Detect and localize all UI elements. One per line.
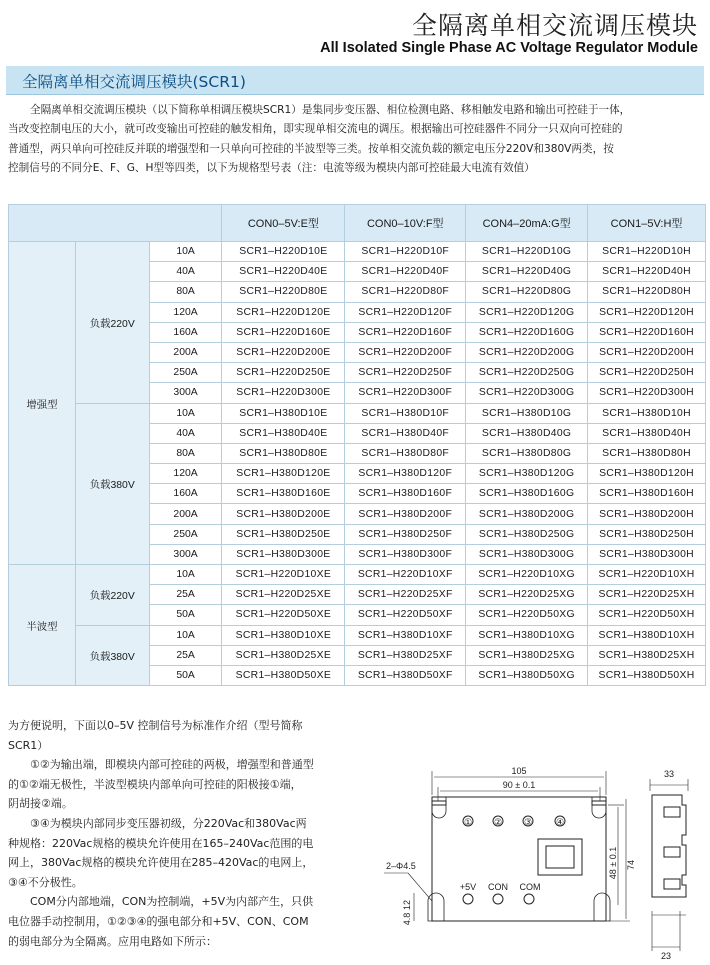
model-cell: SCR1–H380D50XH: [588, 665, 706, 685]
model-cell: SCR1–H220D40F: [345, 262, 466, 282]
description-line: ③④为模块内部同步变压器初级，分220Vac和380Vac两: [30, 816, 307, 830]
model-cell: SCR1–H220D25XG: [466, 585, 588, 605]
page-title: 全隔离单相交流调压模块: [411, 11, 698, 40]
model-cell: SCR1–H220D10XE: [222, 565, 345, 585]
table-body: [9, 242, 706, 686]
page-subtitle: All Isolated Single Phase AC Voltage Regulator Module: [320, 40, 698, 56]
current-cell: 25A: [149, 645, 222, 665]
model-cell: SCR1–H220D50XH: [588, 605, 706, 625]
control-terminal-label: CON: [488, 882, 508, 892]
dimension-drawing: [368, 765, 704, 965]
model-cell: SCR1–H220D300F: [345, 383, 466, 403]
model-cell: SCR1–H380D50XE: [222, 665, 345, 685]
terminal-label: ③: [524, 817, 533, 827]
model-cell: SCR1–H380D250G: [466, 524, 588, 544]
intro-paragraph: [8, 101, 702, 179]
model-cell: SCR1–H220D200H: [588, 342, 706, 362]
model-cell: SCR1–H380D80G: [466, 443, 588, 463]
dim-hole-spec: 2–Φ4.5: [386, 861, 416, 871]
model-cell: SCR1–H220D250E: [222, 363, 345, 383]
model-cell: SCR1–H220D80F: [345, 282, 466, 302]
model-cell: SCR1–H380D120E: [222, 464, 345, 484]
table-row: [9, 403, 706, 423]
model-cell: SCR1–H220D40G: [466, 262, 588, 282]
model-cell: SCR1–H220D160H: [588, 322, 706, 342]
section-title: 全隔离单相交流调压模块(SCR1): [22, 73, 246, 91]
model-cell: SCR1–H380D40H: [588, 423, 706, 443]
description-line: 种规格：220Vac规格的模块允许使用在165–240Vac范围的电: [8, 836, 314, 850]
description-line: ①②为输出端，即模块内部可控硅的两极，增强型和普通型: [30, 758, 314, 772]
current-cell: 50A: [149, 665, 222, 685]
model-cell: SCR1–H220D250G: [466, 363, 588, 383]
table-row: [9, 242, 706, 262]
column-header: CON0–5V:E型: [222, 205, 345, 242]
model-cell: SCR1–H380D10G: [466, 403, 588, 423]
model-cell: SCR1–H220D40H: [588, 262, 706, 282]
description-text: [8, 716, 360, 951]
dim-side-bottom: 23: [660, 951, 672, 961]
model-cell: SCR1–H380D300G: [466, 544, 588, 564]
model-cell: SCR1–H380D300H: [588, 544, 706, 564]
model-cell: SCR1–H380D200G: [466, 504, 588, 524]
control-terminal-label: COM: [519, 882, 541, 892]
model-cell: SCR1–H220D120G: [466, 302, 588, 322]
dim-hole-pitch: 90 ± 0.1: [502, 780, 536, 790]
description-line: 为方便说明，下面以0–5V 控制信号为标准作介绍（型号简称: [8, 719, 303, 732]
description-line: 的弱电部分为全隔离。应用电路如下所示：: [8, 934, 217, 948]
model-cell: SCR1–H220D120E: [222, 302, 345, 322]
current-cell: 300A: [149, 383, 222, 403]
current-cell: 10A: [149, 625, 222, 645]
model-cell: SCR1–H220D200F: [345, 342, 466, 362]
model-cell: SCR1–H220D25XH: [588, 585, 706, 605]
column-header: CON1–5V:H型: [588, 205, 706, 242]
control-terminal-label: +5V: [459, 882, 477, 892]
model-cell: SCR1–H380D250F: [345, 524, 466, 544]
dim-hole-spacing: 48 ± 0.1: [608, 846, 618, 880]
current-cell: 10A: [149, 403, 222, 423]
model-cell: SCR1–H380D10XG: [466, 625, 588, 645]
model-cell: SCR1–H380D10XF: [345, 625, 466, 645]
model-cell: SCR1–H220D120F: [345, 302, 466, 322]
model-cell: SCR1–H380D200H: [588, 504, 706, 524]
model-cell: SCR1–H380D10F: [345, 403, 466, 423]
model-cell: SCR1–H220D80G: [466, 282, 588, 302]
current-cell: 200A: [149, 504, 222, 524]
side-view: [650, 779, 688, 951]
model-cell: SCR1–H380D160H: [588, 484, 706, 504]
model-cell: SCR1–H220D10H: [588, 242, 706, 262]
dim-overall-height: 74: [626, 859, 636, 871]
current-cell: 40A: [149, 262, 222, 282]
current-cell: 50A: [149, 605, 222, 625]
current-cell: 120A: [149, 302, 222, 322]
table-row: [9, 565, 706, 585]
model-cell: SCR1–H220D160G: [466, 322, 588, 342]
type-group-cell: 半波型: [9, 565, 76, 686]
model-cell: SCR1–H220D120H: [588, 302, 706, 322]
model-cell: SCR1–H380D80F: [345, 443, 466, 463]
current-cell: 200A: [149, 342, 222, 362]
model-cell: SCR1–H380D40F: [345, 423, 466, 443]
spec-table: [8, 204, 706, 686]
current-cell: 40A: [149, 423, 222, 443]
description-line: 的①②端无极性，半波型模块内部单向可控硅的阳极接①端，: [8, 777, 302, 791]
model-cell: SCR1–H220D200G: [466, 342, 588, 362]
current-cell: 120A: [149, 464, 222, 484]
description-line: 网上，380Vac规格的模块允许使用在285–420Vac的电网上，: [8, 856, 314, 870]
type-group-cell: 增强型: [9, 242, 76, 565]
model-cell: SCR1–H220D80H: [588, 282, 706, 302]
intro-line: 普通型，两只单向可控硅反并联的增强型和一只单向可控硅的半波型等三类。按单相交流负载的额定电压分220V和380V两类，按: [8, 142, 614, 155]
model-cell: SCR1–H220D250H: [588, 363, 706, 383]
current-cell: 80A: [149, 443, 222, 463]
model-cell: SCR1–H220D25XF: [345, 585, 466, 605]
model-cell: SCR1–H380D250H: [588, 524, 706, 544]
model-cell: SCR1–H380D120F: [345, 464, 466, 484]
intro-line: 当改变控制电压的大小，就可改变输出可控硅的触发相角，即实现单相交流电的调压。根据输出可控硅器件不同分一只双向可控硅的: [8, 123, 623, 136]
current-cell: 10A: [149, 565, 222, 585]
model-cell: SCR1–H220D50XF: [345, 605, 466, 625]
intro-line: 全隔离单相交流调压模块（以下简称单相调压模块SCR1）是集同步变压器、相位检测电路、移相触发电路和输出可控硅于一体，: [30, 104, 631, 116]
model-cell: SCR1–H380D40G: [466, 423, 588, 443]
current-cell: 250A: [149, 363, 222, 383]
model-cell: SCR1–H380D120G: [466, 464, 588, 484]
model-cell: SCR1–H380D120H: [588, 464, 706, 484]
model-cell: SCR1–H380D160E: [222, 484, 345, 504]
front-view-labels: [386, 766, 636, 925]
dim-left-1: 12: [402, 899, 412, 911]
model-cell: SCR1–H380D40E: [222, 423, 345, 443]
current-cell: 25A: [149, 585, 222, 605]
model-cell: SCR1–H220D10XF: [345, 565, 466, 585]
model-cell: SCR1–H380D80H: [588, 443, 706, 463]
model-cell: SCR1–H380D25XG: [466, 645, 588, 665]
model-cell: SCR1–H220D10E: [222, 242, 345, 262]
model-cell: SCR1–H220D10XH: [588, 565, 706, 585]
model-cell: SCR1–H380D10XE: [222, 625, 345, 645]
model-cell: SCR1–H380D25XF: [345, 645, 466, 665]
section-header: [6, 66, 704, 95]
current-cell: 80A: [149, 282, 222, 302]
model-cell: SCR1–H380D160G: [466, 484, 588, 504]
model-cell: SCR1–H380D250E: [222, 524, 345, 544]
terminal-label: ④: [556, 817, 565, 827]
model-cell: SCR1–H220D300E: [222, 383, 345, 403]
model-cell: SCR1–H380D50XG: [466, 665, 588, 685]
description-line: SCR1）: [8, 738, 49, 752]
model-cell: SCR1–H220D50XE: [222, 605, 345, 625]
model-cell: SCR1–H220D50XG: [466, 605, 588, 625]
current-cell: 300A: [149, 544, 222, 564]
model-cell: SCR1–H380D300E: [222, 544, 345, 564]
current-cell: 10A: [149, 242, 222, 262]
model-cell: SCR1–H380D300F: [345, 544, 466, 564]
model-cell: SCR1–H220D200E: [222, 342, 345, 362]
column-header: CON4–20mA:G型: [466, 205, 588, 242]
front-view: [384, 771, 630, 921]
current-cell: 250A: [149, 524, 222, 544]
model-cell: SCR1–H380D160F: [345, 484, 466, 504]
current-cell: 160A: [149, 484, 222, 504]
intro-line: 控制信号的不同分E、F、G、H型等四类，以下为规格型号表（注：电流等级为模块内部可控硅最大电流有效值）: [8, 162, 535, 175]
load-voltage-cell: 负载380V: [75, 625, 149, 686]
table-corner: [9, 205, 222, 242]
terminal-label: ①: [464, 817, 473, 827]
model-cell: SCR1–H380D10E: [222, 403, 345, 423]
model-cell: SCR1–H380D80E: [222, 443, 345, 463]
model-cell: SCR1–H220D160E: [222, 322, 345, 342]
load-voltage-cell: 负载220V: [75, 242, 149, 404]
model-cell: SCR1–H380D200E: [222, 504, 345, 524]
description-line: 电位器手动控制用，①②③④的强电部分和+5V、CON、COM: [8, 914, 309, 928]
model-cell: SCR1–H220D10XG: [466, 565, 588, 585]
model-cell: SCR1–H220D10G: [466, 242, 588, 262]
dim-left-2: 4.8: [402, 912, 412, 926]
model-cell: SCR1–H380D25XE: [222, 645, 345, 665]
model-cell: SCR1–H380D10H: [588, 403, 706, 423]
model-cell: SCR1–H220D40E: [222, 262, 345, 282]
column-header: CON0–10V:F型: [345, 205, 466, 242]
description-line: COM分内部地端，CON为控制端，+5V为内部产生，只供: [30, 895, 314, 909]
description-line: 阴胡接②端。: [8, 797, 73, 811]
table-row: [9, 625, 706, 645]
load-voltage-cell: 负载380V: [75, 403, 149, 565]
dim-side-top: 33: [663, 769, 675, 779]
model-cell: SCR1–H220D80E: [222, 282, 345, 302]
model-cell: SCR1–H220D300G: [466, 383, 588, 403]
model-cell: SCR1–H220D300H: [588, 383, 706, 403]
model-cell: SCR1–H220D25XE: [222, 585, 345, 605]
terminal-label: ②: [494, 817, 503, 827]
model-cell: SCR1–H220D250F: [345, 363, 466, 383]
description-line: ③④不分极性。: [8, 875, 83, 889]
model-cell: SCR1–H220D10F: [345, 242, 466, 262]
table-header-row: [9, 205, 706, 242]
model-cell: SCR1–H380D25XH: [588, 645, 706, 665]
model-cell: SCR1–H220D160F: [345, 322, 466, 342]
current-cell: 160A: [149, 322, 222, 342]
model-cell: SCR1–H380D200F: [345, 504, 466, 524]
model-cell: SCR1–H380D50XF: [345, 665, 466, 685]
side-view-labels: [661, 769, 674, 961]
model-cell: SCR1–H380D10XH: [588, 625, 706, 645]
dim-overall-width: 105: [511, 766, 527, 776]
load-voltage-cell: 负载220V: [75, 565, 149, 626]
